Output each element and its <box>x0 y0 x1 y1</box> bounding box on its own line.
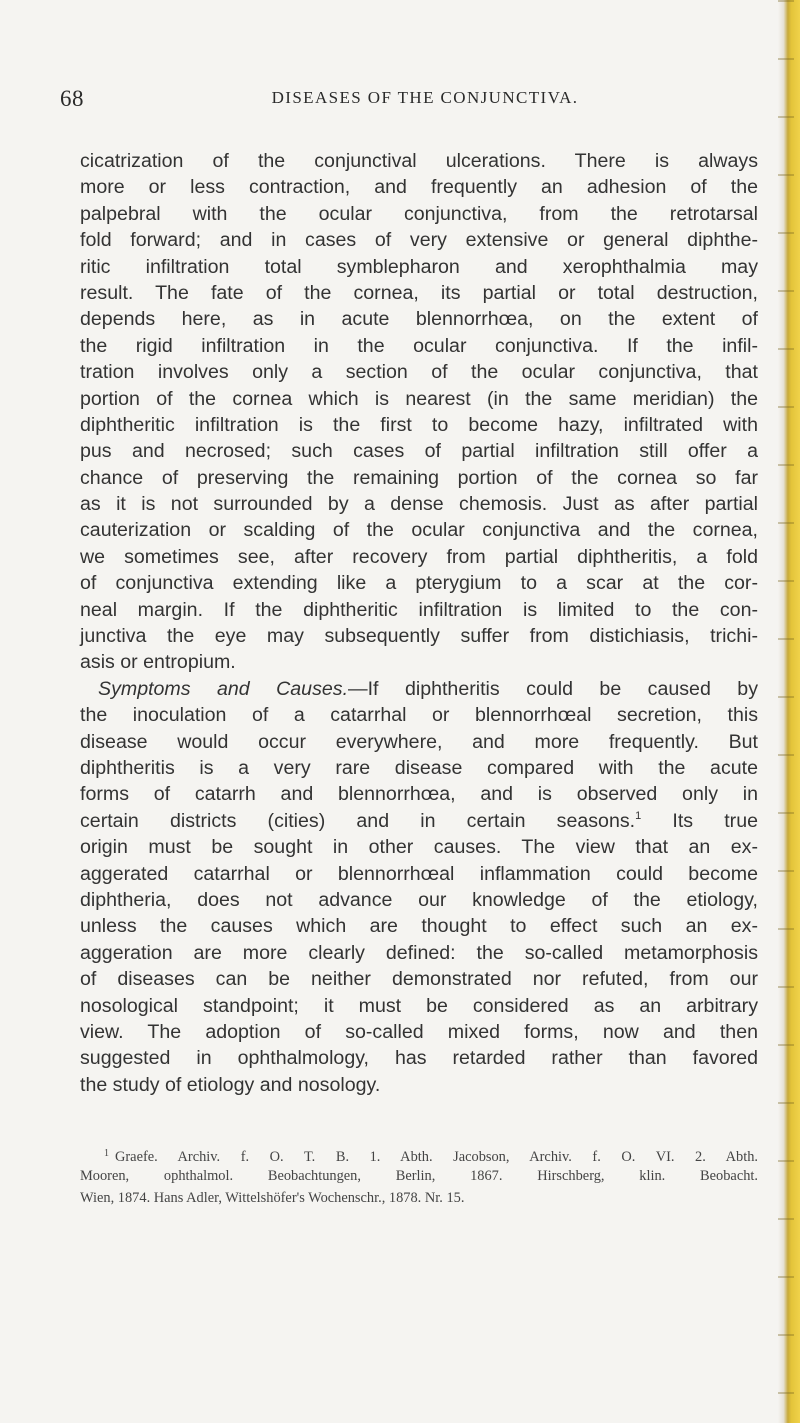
text-line: diphtheritic infiltration is the first to become hazy, infiltrated with <box>80 413 758 436</box>
text-line: the rigid infiltration in the ocular conjunctiva. If the infil- <box>80 334 758 357</box>
text-line: of conjunctiva extending like a pterygium to a scar at the cor- <box>80 572 758 595</box>
text-line: diphtheria, does not advance our knowledge of the etiology, <box>80 888 758 911</box>
footnote-line <box>80 1143 758 1165</box>
text-line: the study of etiology and nosology. <box>80 1073 381 1096</box>
page-number: 68 <box>60 86 84 111</box>
footnote-reference[interactable]: 1 <box>635 809 642 822</box>
text-line: asis or entropium. <box>80 651 236 674</box>
footnote-mark: 1 <box>104 1148 109 1159</box>
text-line: nosological standpoint; it must be considered as an arbitrary <box>80 994 758 1017</box>
text-line: pus and necrosed; such cases of partial infiltration still offer a <box>80 440 758 463</box>
reference-line-text: certain districts (cities) and in certain seasons. <box>80 809 636 832</box>
footnote-line: Wien, 1874. Hans Adler, Wittelshöfer's Wochenschr., 1878. Nr. 15. <box>80 1190 465 1206</box>
text-line: as it is not surrounded by a dense chemosis. Just as after partial <box>80 493 758 516</box>
page-edge-marks <box>778 0 794 1423</box>
reference-line-text-end: Its true <box>641 809 758 832</box>
text-line: diphtheritis is a very rare disease compared with the acute <box>80 756 758 779</box>
text-line: the inoculation of a catarrhal or blennorrhœal secretion, this <box>80 704 758 727</box>
text-line: cauterization or scalding of the ocular conjunctiva and the cornea, <box>80 519 758 542</box>
section-line <box>80 676 758 702</box>
text-line: tration involves only a section of the ocular conjunctiva, that <box>80 361 758 384</box>
text-line: origin must be sought in other causes. The view that an ex- <box>80 836 758 859</box>
text-line: neal margin. If the diphtheritic infiltration is limited to the con- <box>80 598 758 621</box>
text-line: view. The adoption of so-called mixed forms, now and then <box>80 1020 758 1043</box>
text-line: unless the causes which are thought to effect such an ex- <box>80 915 758 938</box>
page-header <box>60 86 760 116</box>
footnote-line: Mooren, ophthalmol. Beobachtungen, Berlin, 1867. Hirschberg, klin. Beobacht. <box>80 1168 758 1184</box>
text-line: portion of the cornea which is nearest (in the same meridian) the <box>80 387 758 410</box>
text-line: we sometimes see, after recovery from partial diphtheritis, a fold <box>80 545 758 568</box>
text-line: more or less contraction, and frequently an adhesion of the <box>80 176 758 199</box>
text-line: junctiva the eye may subsequently suffer from distichiasis, trichi- <box>80 625 758 648</box>
text-line: result. The fate of the cornea, its partial or total destruction, <box>80 281 758 304</box>
text-line: aggerated catarrhal or blennorrhœal inflammation could become <box>80 862 758 885</box>
body-text <box>80 148 758 1098</box>
footnotes <box>80 1143 758 1209</box>
text-line: ritic infiltration total symblepharon and xerophthalmia may <box>80 255 758 278</box>
text-line: aggeration are more clearly defined: the so-called metamorphosis <box>80 941 758 964</box>
text-line: cicatrization of the conjunctival ulcerations. There is always <box>80 150 758 172</box>
section-heading: Symptoms and Causes. <box>98 677 349 700</box>
section-line-text: —If diphtheritis could be caused by <box>348 677 758 700</box>
text-line-with-reference <box>80 808 758 834</box>
footnote-text: Graefe. Archiv. f. O. T. B. 1. Abth. Jacobson, Archiv. f. O. VI. 2. Abth. <box>115 1149 758 1165</box>
text-line: fold forward; and in cases of very extensive or general diphthe- <box>80 229 758 252</box>
text-line: of diseases can be neither demonstrated nor refuted, from our <box>80 968 758 991</box>
text-line: depends here, as in acute blennorrhœa, on the extent of <box>80 308 758 331</box>
text-line: disease would occur everywhere, and more frequently. But <box>80 730 758 753</box>
text-line: forms of catarrh and blennorrhœa, and is observed only in <box>80 783 758 806</box>
text-line: palpebral with the ocular conjunctiva, from the retrotarsal <box>80 202 758 225</box>
text-line: chance of preserving the remaining portion of the cornea so far <box>80 466 758 489</box>
running-head: DISEASES OF THE CONJUNCTIVA. <box>271 88 579 107</box>
text-line: suggested in ophthalmology, has retarded rather than favored <box>80 1047 758 1070</box>
